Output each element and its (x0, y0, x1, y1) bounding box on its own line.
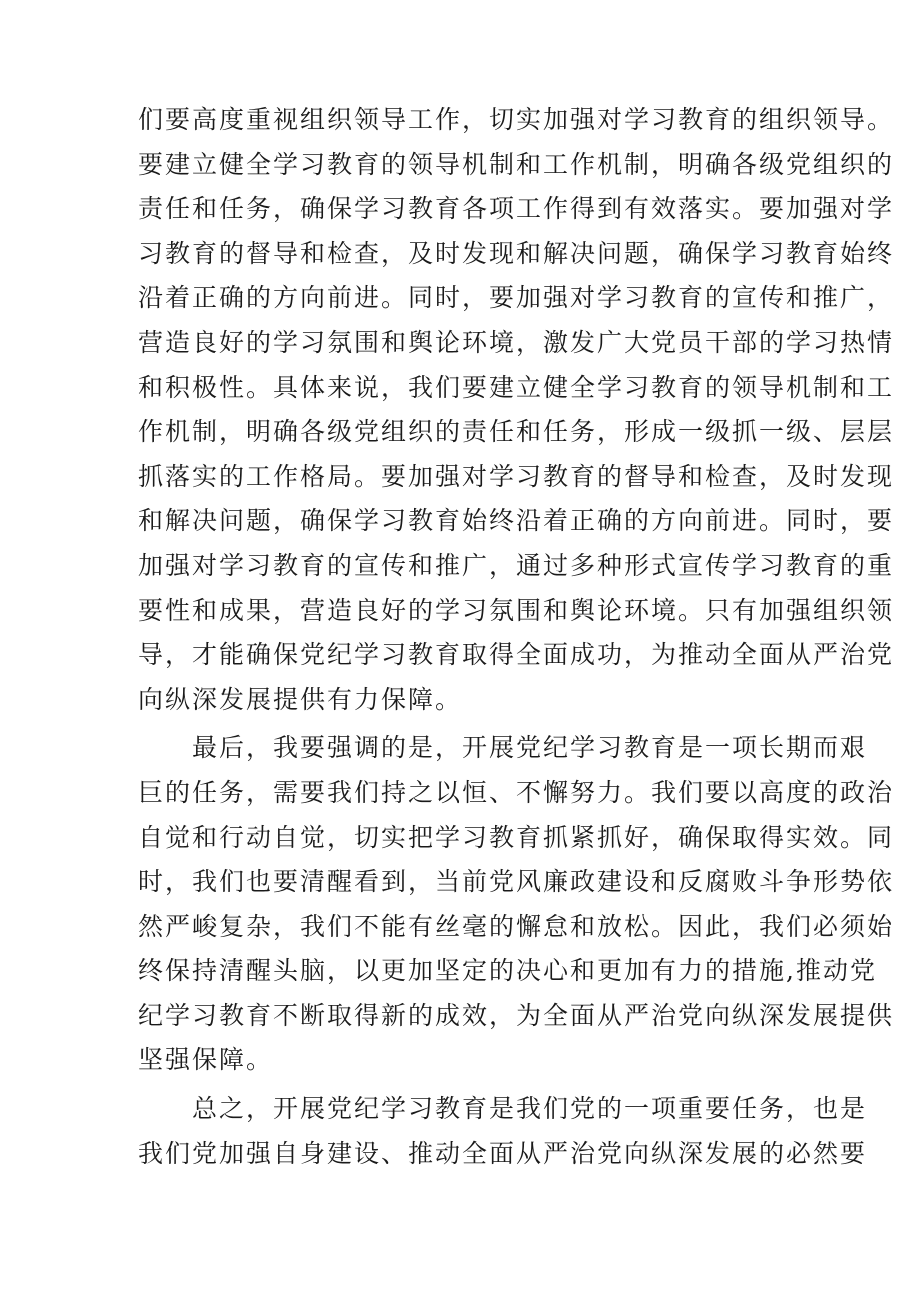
text-line: 加强对学习教育的宣传和推广，通过多种形式宣传学习教育的重 (138, 550, 895, 580)
text-line: 和积极性。具体来说，我们要建立健全学习教育的领导机制和工 (138, 372, 895, 402)
paragraph-conclusion (138, 1087, 868, 1176)
paragraph-organization-leadership (138, 98, 895, 722)
text-line: 总之，开展党纪学习教育是我们党的一项重要任务，也是 (192, 1094, 868, 1124)
text-line: 们要高度重视组织领导工作，切实加强对学习教育的组织领导。 (138, 105, 895, 134)
text-line: 终保持清醒头脑，以更加坚定的决心和更加有力的措施,推动党 (138, 956, 877, 986)
text-line: 导，才能确保党纪学习教育取得全面成功，为推动全面从严治党 (138, 640, 895, 670)
text-line: 我们党加强自身建设、推动全面从严治党向纵深发展的必然要 (138, 1138, 868, 1168)
paragraph-final-emphasis (138, 726, 895, 1083)
text-line: 责任和任务，确保学习教育各项工作得到有效落实。要加强对学 (138, 194, 895, 224)
text-line: 要建立健全学习教育的领导机制和工作机制，明确各级党组织的 (138, 149, 895, 179)
text-line: 时，我们也要清醒看到，当前党风廉政建设和反腐败斗争形势依 (138, 867, 895, 897)
text-line: 习教育的督导和检查，及时发现和解决问题，确保学习教育始终 (138, 238, 895, 268)
text-line: 向纵深发展提供有力保障。 (138, 684, 463, 714)
text-line: 和解决问题，确保学习教育始终沿着正确的方向前进。同时，要 (138, 506, 895, 536)
text-line: 坚强保障。 (138, 1045, 274, 1075)
text-line: 巨的任务，需要我们持之以恒、不懈努力。我们要以高度的政治 (138, 777, 895, 807)
text-line: 营造良好的学习氛围和舆论环境，激发广大党员干部的学习热情 (138, 327, 895, 357)
document-body (138, 98, 895, 1176)
text-line: 作机制，明确各级党组织的责任和任务，形成一级抓一级、层层 (138, 417, 895, 447)
text-line: 要性和成果，营造良好的学习氛围和舆论环境。只有加强组织领 (138, 595, 895, 625)
text-line: 自觉和行动自觉，切实把学习教育抓紧抓好，确保取得实效。同 (138, 822, 895, 852)
text-line: 纪学习教育不断取得新的成效，为全面从严治党向纵深发展提供 (138, 1000, 895, 1030)
text-line: 然严峻复杂，我们不能有丝毫的懈怠和放松。因此，我们必须始 (138, 911, 895, 941)
text-line: 抓落实的工作格局。要加强对学习教育的督导和检查，及时发现 (138, 461, 895, 491)
text-line: 最后，我要强调的是，开展党纪学习教育是一项长期而艰 (192, 733, 868, 763)
text-line: 沿着正确的方向前进。同时，要加强对学习教育的宣传和推广， (138, 283, 895, 313)
